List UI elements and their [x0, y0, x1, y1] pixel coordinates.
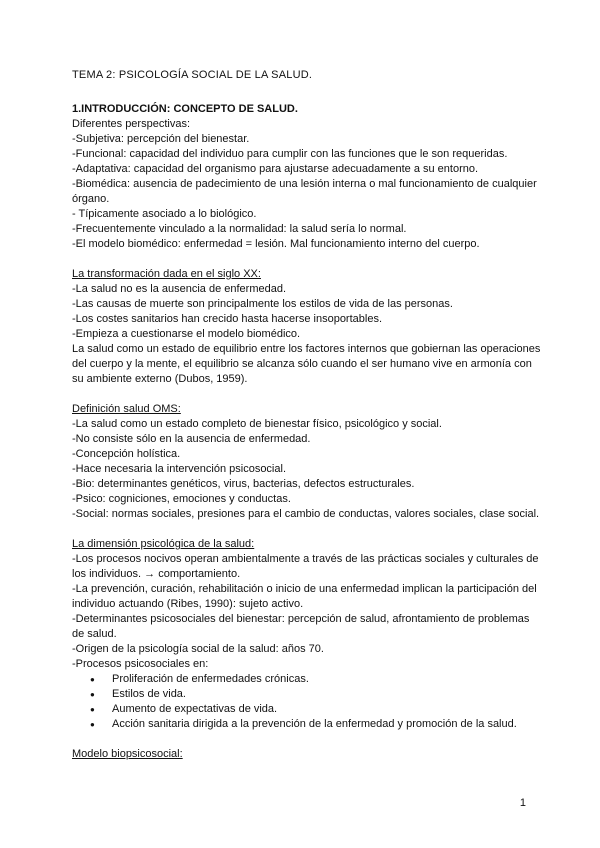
document-title: TEMA 2: PSICOLOGÍA SOCIAL DE LA SALUD. — [72, 69, 313, 81]
text-line: Diferentes perspectivas: — [72, 118, 190, 130]
page-number: 1 — [519, 797, 526, 809]
text-line: -Los procesos nocivos operan ambientalmente a través de las prácticas sociales y culturales de los individuos. → comportamiento. — [72, 553, 539, 580]
text-line: -La salud no es la ausencia de enfermedad. — [72, 283, 287, 295]
text-line: - Típicamente asociado a lo biológico. — [72, 208, 257, 220]
list-item: ● Acción sanitaria dirigida a la prevención de la enfermedad y promoción de la salud. — [112, 717, 542, 732]
text-line: -Funcional: capacidad del individuo para cumplir con las funciones que le son requeridas. — [72, 148, 508, 160]
bullet-list — [72, 672, 542, 732]
text-line: -Procesos psicosociales en: — [72, 658, 209, 670]
text-line: -Bio: determinantes genéticos, virus, bacterias, defectos estructurales. — [72, 478, 415, 490]
section-heading-introduccion: 1.INTRODUCCIÓN: CONCEPTO DE SALUD. — [72, 103, 298, 115]
list-item: ● Proliferación de enfermedades crónicas. — [112, 672, 542, 687]
list-item: ● Aumento de expectativas de vida. — [112, 702, 542, 717]
section-heading-biopsicosocial: Modelo biopsicosocial: — [72, 748, 183, 760]
text-line: -No consiste sólo en la ausencia de enfermedad. — [72, 433, 311, 445]
section-heading-transformacion: La transformación dada en el siglo XX: — [72, 268, 261, 280]
section-dimension-psicologica — [72, 537, 542, 732]
text-line: -Subjetiva: percepción del bienestar. — [72, 133, 250, 145]
text-paragraph: La salud como un estado de equilibrio entre los factores internos que gobiernan las operaciones del cuerpo y la mente, el equilibrio se alcanza sólo cuando el ser humano vive en armonía con su ambiente externo (Dubos, 1959). — [72, 343, 541, 385]
text-line: -Social: normas sociales, presiones para el cambio de conductas, valores sociales, clase social. — [72, 508, 540, 520]
text-line: -Las causas de muerte son principalmente los estilos de vida de las personas. — [72, 298, 453, 310]
text-line: -Adaptativa: capacidad del organismo para ajustarse adecuadamente a su entorno. — [72, 163, 479, 175]
text-line: -La salud como un estado completo de bienestar físico, psicológico y social. — [72, 418, 442, 430]
text-line: -Determinantes psicosociales del bienestar: percepción de salud, afrontamiento de problemas de salud. — [72, 613, 530, 640]
section-definicion-oms — [72, 402, 542, 522]
document-page — [72, 68, 542, 762]
text-line: -Frecuentemente vinculado a la normalidad: la salud sería lo normal. — [72, 223, 407, 235]
section-heading-dimension: La dimensión psicológica de la salud: — [72, 538, 255, 550]
text-line: -La prevención, curación, rehabilitación o inicio de una enfermedad implican la participación del individuo actuando (Ribes, 1990): sujeto activo. — [72, 583, 537, 610]
text-line: -Concepción holística. — [72, 448, 181, 460]
text-line: -Psico: cogniciones, emociones y conductas. — [72, 493, 291, 505]
list-item: ● Estilos de vida. — [112, 687, 542, 702]
text-line: -Hace necesaria la intervención psicosocial. — [72, 463, 286, 475]
section-modelo-biopsicosocial — [72, 747, 542, 762]
text-line: -Los costes sanitarios han crecido hasta hacerse insoportables. — [72, 313, 383, 325]
text-line: -El modelo biomédico: enfermedad = lesión. Mal funcionamiento interno del cuerpo. — [72, 238, 480, 250]
section-heading-oms: Definición salud OMS: — [72, 403, 181, 415]
text-line: -Empieza a cuestionarse el modelo biomédico. — [72, 328, 301, 340]
text-line: -Origen de la psicología social de la salud: años 70. — [72, 643, 324, 655]
section-transformacion — [72, 267, 542, 387]
text-line: -Biomédica: ausencia de padecimiento de una lesión interna o mal funcionamiento de cualquier órgano. — [72, 178, 537, 205]
